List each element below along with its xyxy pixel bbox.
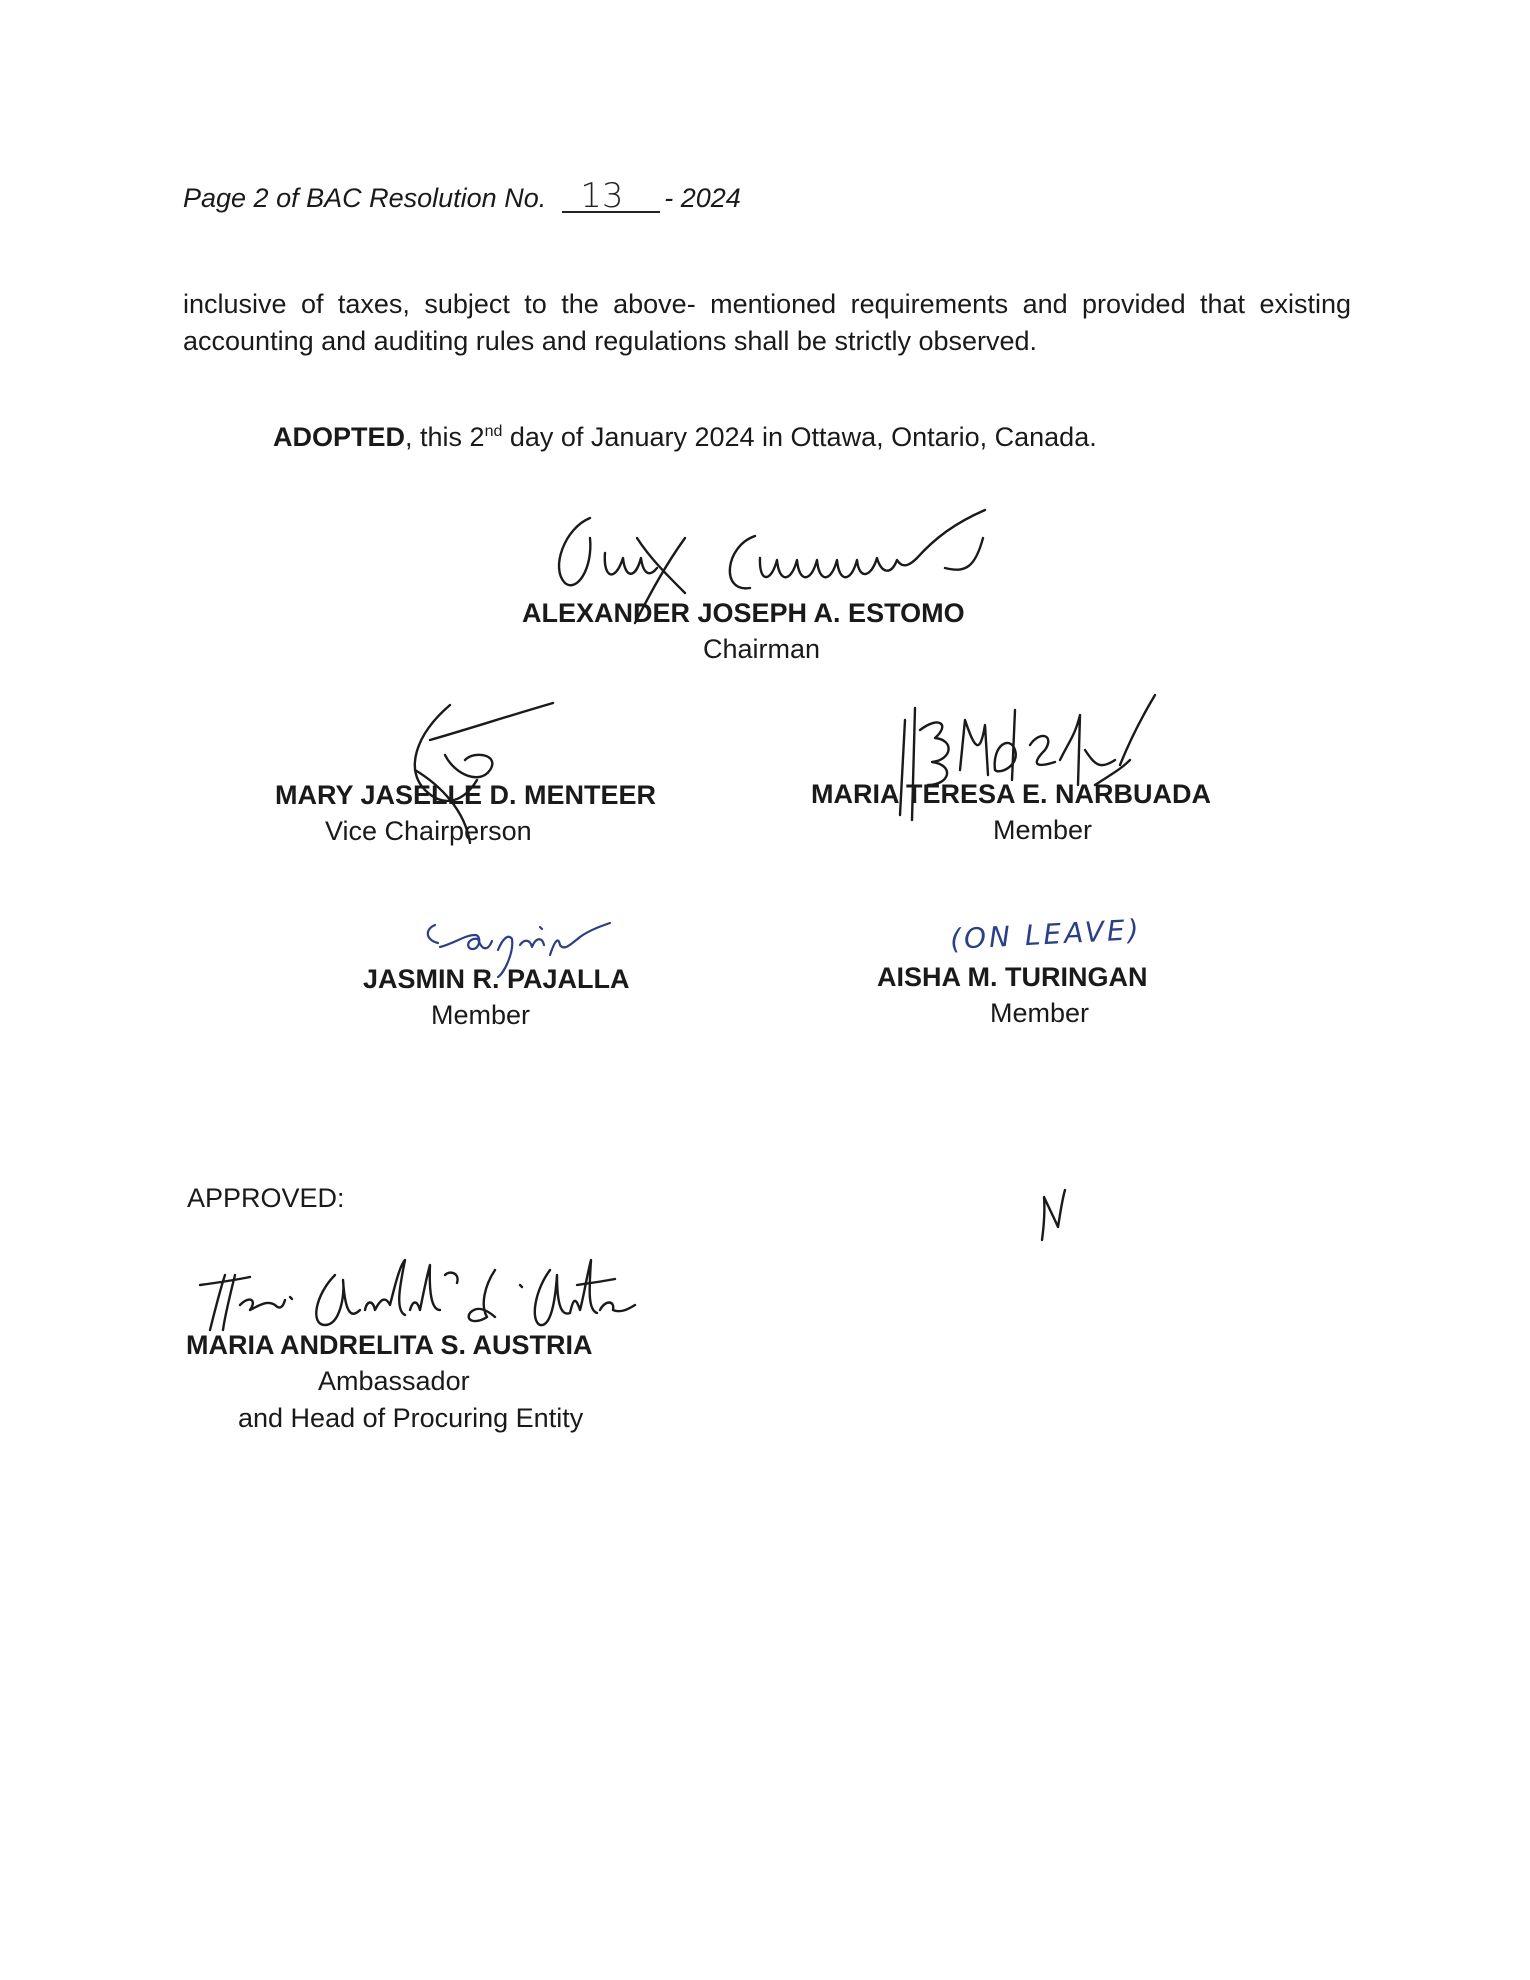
resolution-number: 13: [562, 181, 660, 213]
chairman-name: ALEXANDER JOSEPH A. ESTOMO: [522, 598, 965, 628]
austria-title-line2: and Head of Procuring Entity: [238, 1403, 584, 1433]
narbuada-name: MARIA TERESA E. NARBUADA: [811, 779, 1212, 809]
chairman-title: Chairman: [703, 634, 821, 664]
adopted-ordinal: nd: [484, 423, 503, 440]
narbuada-title: Member: [993, 815, 1093, 845]
header-prefix: Page 2 of BAC Resolution No.: [183, 183, 547, 213]
turingan-name: AISHA M. TURINGAN: [877, 962, 1148, 992]
austria-name: MARIA ANDRELITA S. AUSTRIA: [186, 1330, 593, 1360]
page-header: [183, 176, 741, 216]
adopted-line: [273, 422, 1097, 453]
vice-chair-title: Vice Chairperson: [325, 816, 532, 846]
initial-mark: [1030, 1185, 1080, 1245]
austria-signature: [195, 1255, 645, 1335]
body-paragraph: inclusive of taxes, subject to the above- mentioned requirements and provided that existing accounting and auditing rules and regulations shall be strictly observed.: [183, 289, 1351, 356]
adopted-text-2: day of January 2024 in Ottawa, Ontario, Canada.: [502, 422, 1097, 452]
turingan-on-leave-note: (ON LEAVE): [949, 913, 1143, 956]
adopted-text-1: , this 2: [405, 422, 485, 452]
pajalla-name: JASMIN R. PAJALLA: [363, 964, 630, 994]
turingan-title: Member: [990, 998, 1090, 1028]
header-suffix: - 2024: [664, 183, 741, 213]
vice-chair-name: MARY JASELLE D. MENTEER: [275, 780, 657, 810]
approved-label: APPROVED:: [187, 1183, 345, 1213]
pajalla-title: Member: [431, 1000, 531, 1030]
adopted-keyword: ADOPTED: [273, 422, 406, 452]
austria-title-line1: Ambassador: [318, 1366, 470, 1396]
